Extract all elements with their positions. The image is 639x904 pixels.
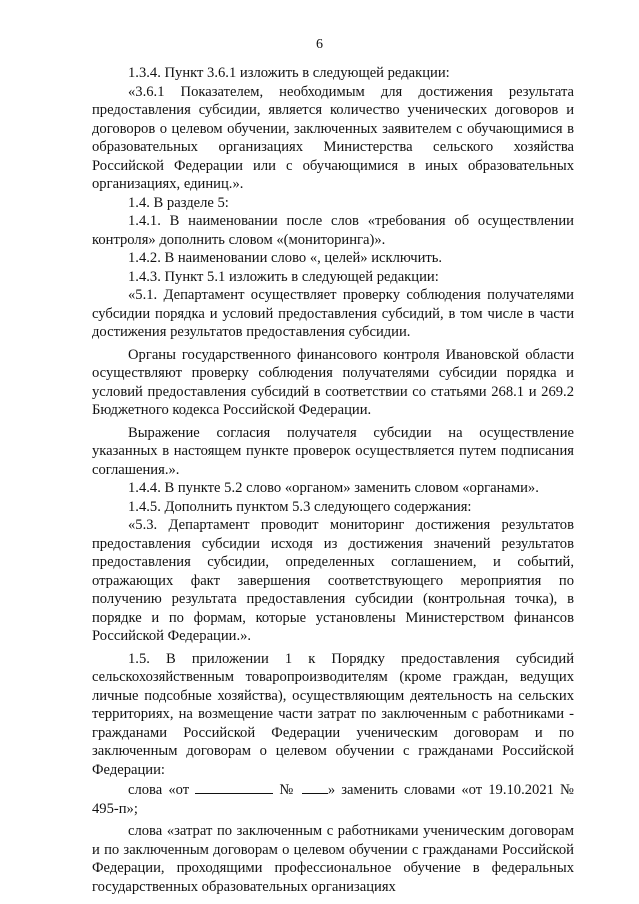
paragraph-1-4: 1.4. В разделе 5: (128, 194, 229, 211)
paragraph-1-4-2: 1.4.2. В наименовании слово «, целей» исключить. (128, 250, 443, 266)
paragraph-1-3-4: 1.3.4. Пункт 3.6.1 изложить в следующей редакции: (128, 65, 450, 81)
paragraph-1-5: 1.5. В приложении 1 к Порядку предоставления субсидий сельскохозяйственным товаропроизводителям (кроме граждан, ведущих личные подсобные хозяйства), осуществляющим деятельность на сельских территориях, на возмещение части затрат по заключенным с работниками - гражданами Российской Федерации ученическим договорам и по заключенным договорам о целевом обучении с гражданами Российской Федерации: (92, 650, 574, 778)
replace-text-before: слова «от (128, 782, 190, 798)
blank-date-line (195, 779, 273, 794)
replace-text-after: » заменить словами «от 19.10.2021 № 495-п»; (92, 782, 574, 817)
paragraph-control-bodies: Органы государственного финансового контроля Ивановской области осуществляют проверку соблюдения получателями субсидии порядка и условий предоставления субсидий в соответствии со статьями 268.1 и 269.2 Бюджетного кодекса Российской Федерации. (92, 346, 574, 418)
paragraph-1-4-3: 1.4.3. Пункт 5.1 изложить в следующей редакции: (128, 268, 439, 285)
paragraph-consent: Выражение согласия получателя субсидии на осуществление указанных в настоящем пункте проверок осуществляется путем подписания соглашения.». (92, 424, 574, 478)
paragraph-1-4-5: 1.4.5. Дополнить пунктом 5.3 следующего содержания: (128, 498, 472, 515)
paragraph-1-4-4: 1.4.4. В пункте 5.2 слово «органом» заменить словом «органами». (128, 480, 539, 496)
paragraph-1-4-1: 1.4.1. В наименовании после слов «требования об осуществлении контроля» дополнить словом «(мониторинга)». (92, 213, 574, 248)
blank-number-line (302, 779, 328, 794)
document-body (92, 64, 574, 896)
paragraph-5-3-quote: «5.3. Департамент проводит мониторинг достижения результатов предоставления субсидии исходя из достижения значений результатов предоставления субсидии, определенных соглашением, и событий, отражающих факт завершения соответствующего мероприятия по получению результата предоставления субсидии (контрольная точка), в порядке и по формам, которые установлены Министерством финансов Российской Федерации.». (92, 517, 574, 644)
paragraph-words-costs: слова «затрат по заключенным с работниками ученическим договорам и по заключенным договорам о целевом обучении с гражданами Российской Федерации, проходящими профессиональное обучение в федеральных государственных образовательных организациях (92, 823, 574, 895)
replace-text-middle: № (279, 782, 296, 798)
paragraph-5-1-quote: «5.1. Департамент осуществляет проверку соблюдения получателями субсидии порядка и условий предоставления субсидий, в том числе в части достижения результатов предоставления субсидии. (92, 287, 574, 340)
paragraph-words-replace (92, 779, 574, 818)
page-number: 6 (316, 37, 323, 52)
paragraph-3-6-1-quote: «3.6.1 Показателем, необходимым для достижения результата предоставления субсидии, является количество ученических договоров и договоров о целевом обучении, заключенных заявителем с обучающимися в образовательных организациях Министерства сельского хозяйства Российской Федерации или с обучающимися в иных образовательных организациях, единиц.». (92, 83, 574, 192)
